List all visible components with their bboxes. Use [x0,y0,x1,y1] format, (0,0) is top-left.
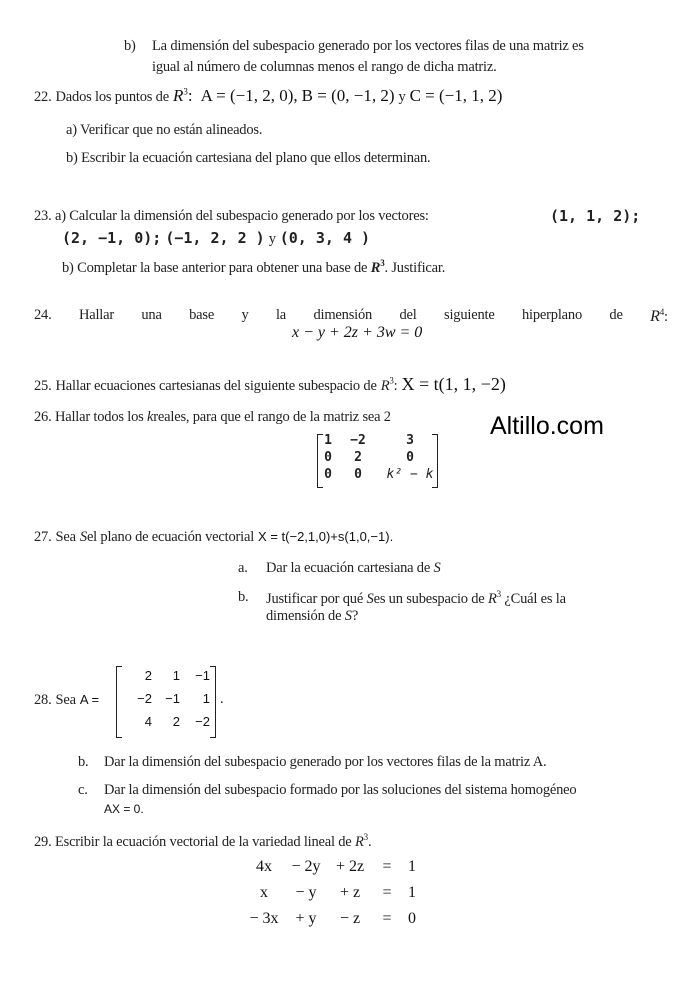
conjunction-y: y [268,231,276,247]
question-28c-label: c. [78,782,88,798]
question-number: 22. [34,89,52,105]
matrix-cell: 0 [406,450,414,465]
item-text-end: . [367,833,372,850]
item-21b-line1: La dimensión del subespacio generado por los vectores filas de una matriz es [152,38,584,54]
colon: : [187,86,193,105]
question-number: 24. [34,307,52,323]
item-text: Completar la base anterior para obtener una base de [77,259,368,276]
matrix-cell: −1 [195,668,210,683]
matrix-cell: 3 [406,433,414,448]
question-text: Escribir la ecuación vectorial de la variedad lineal de [54,833,352,850]
matrix-cell: k² − k [386,467,434,482]
matrix-26-cells [320,433,440,484]
matrix-cell: −2 [195,714,210,729]
word: Hallar [78,307,114,323]
word: del [399,307,417,323]
space-exponent: 4 [659,307,664,317]
system-term: + z [339,884,361,901]
question-23-vectors [62,229,370,248]
system-term: 4x [256,858,272,875]
system-term: + y [295,910,317,927]
space-exponent: 3 [389,375,394,386]
question-text: Hallar ecuaciones cartesianas del siguiente subespacio de [55,378,377,394]
question-number: 26. [34,409,52,425]
vector-3: (−1, 2, 2 ) [165,229,265,247]
item-21b-label: b) [124,38,136,54]
question-22-statement [34,86,502,106]
question-28-statement [34,691,99,709]
space-exponent: 3 [363,832,368,842]
variable-s: S [366,590,374,607]
question-28c-text: Dar la dimensión del subespacio formado por las soluciones del sistema homogéneo [104,782,577,798]
variable-s: S [79,529,87,545]
question-27b-line2 [266,608,358,625]
question-number: 28. [34,692,52,708]
question-number: 27. [34,529,52,545]
question-27b-label: b. [238,589,249,605]
system-rhs: 1 [408,858,416,875]
point-a: A = (−1, 2, 0), [200,86,298,105]
variable-s: S [344,608,352,624]
item-text: ¿Cuál es la [504,590,566,607]
item-label: a) [66,122,77,138]
point-b: B = (0, −1, 2) [301,86,395,105]
system-rhs: 0 [408,910,416,927]
space-symbol: R [650,307,660,325]
system-term: − z [339,910,361,927]
matrix-cell: −2 [350,433,366,448]
vector-1: (1, 1, 2); [550,207,641,225]
matrix-28-cells [120,668,210,737]
matrix-cell: 4 [144,714,152,729]
item-text: Dar la ecuación cartesiana de [266,560,431,576]
question-text: el plano de ecuación vectorial [86,529,255,545]
word: dimensión [313,307,373,323]
question-27a [266,560,441,577]
matrix-cell: −1 [165,691,180,706]
matrix-cell: 2 [354,450,362,465]
question-24-statement [34,307,668,326]
matrix-cell: 1 [172,668,180,683]
conjunction-y: y [398,89,406,105]
linear-system [244,858,422,936]
colon: : [664,308,668,325]
item-text-end: . Justificar. [384,259,446,276]
system-term: − 2y [291,858,321,875]
space-symbol: R [380,378,390,394]
question-25 [34,374,506,395]
item-text: Justificar por qué [266,590,364,607]
variable-k: k [147,409,154,425]
system-term: − 3x [249,910,279,927]
question-27a-label: a. [238,560,248,576]
word: y [241,307,249,323]
item-text: Calcular la dimensión del subespacio generado por los vectores: [69,208,429,224]
question-26 [34,409,391,426]
space-symbol: R [487,590,497,607]
hyperplane-equation: x − y + 2z + 3w = 0 [292,324,423,341]
question-27b-line1 [266,589,566,608]
item-text-end: ? [351,608,359,624]
question-23b [62,258,445,277]
watermark: Altillo.com [490,412,604,440]
system-rhs: 1 [408,884,416,901]
system-equals: = [382,858,392,875]
question-number: 25. [34,378,52,394]
item-text: es un subespacio de [373,590,485,607]
question-text: Dados los puntos de [55,89,169,105]
space-exponent: 3 [380,258,385,268]
word: hiperplano [521,307,582,323]
question-text: reales, para que el rango de la matriz sea 2 [153,409,391,425]
right-bracket [210,666,216,738]
item-21b-line2: igual al número de columnas menos el rango de dicha matriz. [152,59,497,75]
matrix-cell: 1 [324,433,332,448]
space-symbol: R [354,833,364,850]
variable-s: S [433,560,441,576]
question-28b-label: b. [78,754,89,770]
matrix-period: . [220,691,224,707]
matrix-cell: 2 [144,668,152,683]
word: la [275,307,287,323]
question-text: Sea [55,692,76,708]
matrix-cell: 0 [324,467,332,482]
question-text: Sea [55,529,76,545]
space-symbol: R [370,259,381,276]
system-term: + 2z [335,858,365,875]
matrix-cell: −2 [137,691,152,706]
question-text: Hallar todos los [54,409,144,425]
matrix-cell: 1 [202,691,210,706]
matrix-cell: 0 [354,467,362,482]
system-term: x [260,884,268,901]
system-equals: = [382,884,392,901]
vector-4: (0, 3, 4 ) [279,229,371,247]
system-term: − y [295,884,317,901]
system-equals: = [382,910,392,927]
colon: : [393,378,398,394]
space-exponent: 3 [496,589,501,599]
question-29 [34,832,371,851]
plane-equation: X = t(−2,1,0)+s(1,0,−1). [258,529,394,544]
question-22a [66,122,262,139]
word: siguiente [444,307,495,323]
question-number: 23. [34,208,52,224]
point-c: C = (−1, 1, 2) [409,86,503,105]
word: base [189,307,215,323]
item-text: Escribir la ecuación cartesiana del plano que ellos determinan. [81,150,431,166]
question-22b [66,150,430,167]
matrix-label: A = [79,692,100,707]
vector-2: (2, −1, 0); [62,229,162,247]
question-23a [34,208,429,225]
question-28b-text: Dar la dimensión del subespacio generado por los vectores filas de la matriz A. [104,754,547,770]
question-27 [34,528,393,546]
subspace-equation: X = t(1, 1, −2) [401,374,506,394]
matrix-cell: 0 [324,450,332,465]
item-label: a) [54,208,66,224]
word: una [141,307,162,323]
item-text: dimensión de [266,608,342,624]
question-number: 29. [34,833,52,850]
homogeneous-system-equation: AX = 0. [104,802,144,816]
word: de [609,307,623,323]
space-exponent: 3 [183,86,188,97]
item-text: Verificar que no están alineados. [80,122,263,138]
space-symbol: R [172,86,184,105]
item-label: b) [62,259,74,276]
item-label: b) [66,150,78,166]
matrix-cell: 2 [172,714,180,729]
